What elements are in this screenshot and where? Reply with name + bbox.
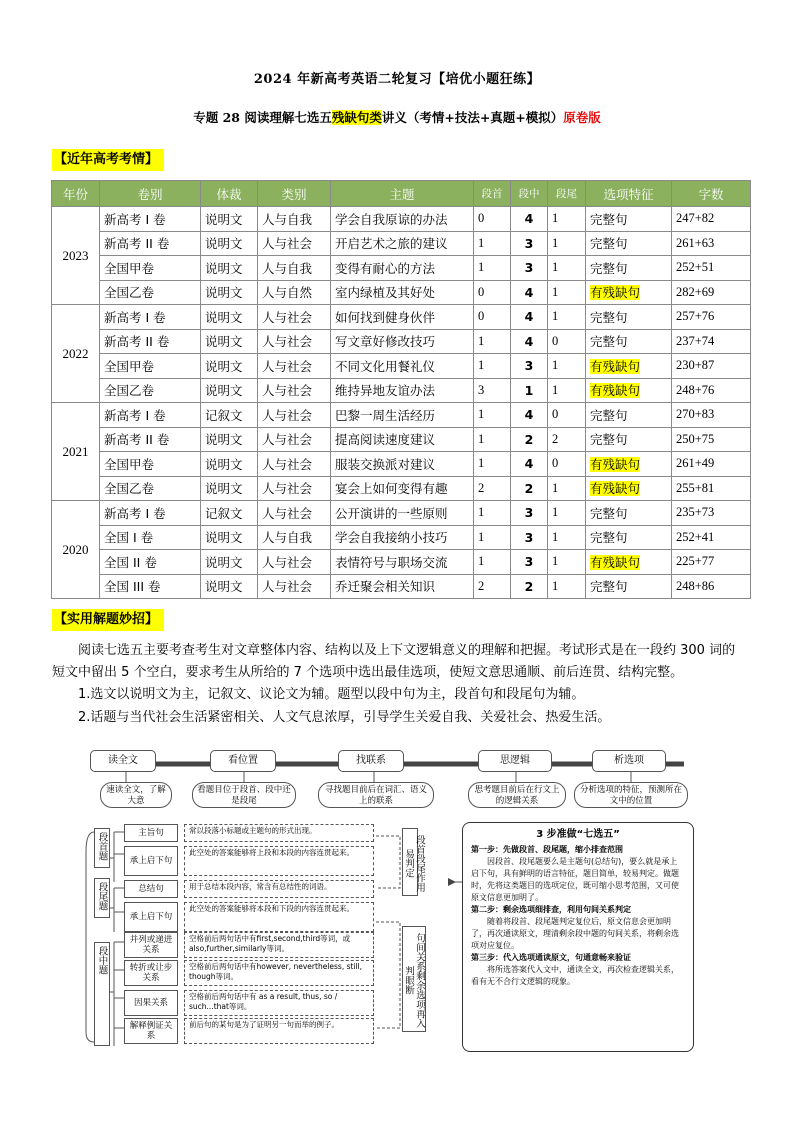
end-count-cell: 1 [548,378,586,403]
word-count-cell: 261+49 [672,452,751,477]
table-row [52,231,751,256]
word-count-cell: 252+51 [672,256,751,281]
table-row [52,574,751,599]
mid-count-cell: 3 [511,550,548,575]
start-count-cell: 3 [474,378,511,403]
step-note-4 [574,782,688,808]
word-count-cell: 237+74 [672,329,751,354]
role-note-2 [184,880,374,898]
role-note-4-text: 空格前后两句话中有first,second,third等词，或also,further,similarly等词。 [189,934,351,953]
feature-highlight: 有残缺句 [590,358,641,374]
table-row [52,329,751,354]
feature-cell: 完整句 [586,403,672,428]
start-count-cell: 1 [474,403,511,428]
three-step-panel [462,822,694,1052]
col-topic: 主题 [331,181,474,207]
feature-cell [586,354,672,379]
genre-cell: 说明文 [201,476,258,501]
col-mid: 段中 [511,181,548,207]
step-2-body: 随着将段首、段尾题判定复位后，原文信息会更加明了，再次通读原文，理清剩余段中题的句间关系，将剩余选项对应复位。 [471,917,679,950]
mid-count-cell: 4 [511,207,548,232]
subtitle-prefix: 专题 28 阅读理解七选五 [193,110,332,125]
role-4-text: 并列或递进关系 [129,935,173,955]
role-note-5-text: 空格前后两句话中有however, nevertheless, still, though等词。 [189,962,363,981]
step-label-3-text: 思逻辑 [500,755,530,766]
role-7 [124,1018,178,1044]
topic-cell: 不同文化用餐礼仪 [331,354,474,379]
step-1-body: 因段首、段尾题要么是主题句(总结句)，要么就是承上启下句，具有鲜明的语言特征，题目简单，较易判定。做题时，先将这类题目的选项定位，既可缩小思考范围，又可使原文信息更加明了。 [471,857,679,902]
feature-cell: 完整句 [586,231,672,256]
step-3-body: 将所选答案代入文中，通读全文，再次检查逻辑关系，看有无不合行文逻辑的现象。 [471,965,679,986]
step-label-2-text: 找联系 [356,755,386,766]
end-count-cell: 0 [548,452,586,477]
genre-cell: 说明文 [201,280,258,305]
role-5-text: 转折或让步关系 [129,963,173,983]
role-note-3 [184,902,374,932]
start-count-cell: 0 [474,280,511,305]
document-subtitle [0,108,794,126]
category-cell: 人与社会 [258,574,331,599]
paper-cell: 新高考 I 卷 [100,305,201,330]
end-count-cell: 1 [548,256,586,281]
category-cell: 人与自我 [258,525,331,550]
year-cell: 2021 [52,403,100,501]
side-box-0-text: 段首段尾作用易判定 [403,834,425,892]
feature-cell: 完整句 [586,501,672,526]
role-6 [124,990,178,1016]
table-row [52,305,751,330]
paper-cell: 全国 I 卷 [100,525,201,550]
category-cell: 人与社会 [258,550,331,575]
col-category: 类别 [258,181,331,207]
document-title: 2024 年新高考英语二轮复习【培优小题狂练】 [253,72,541,87]
col-year: 年份 [52,181,100,207]
topic-cell: 开启艺术之旅的建议 [331,231,474,256]
paper-cell: 新高考 I 卷 [100,403,201,428]
step-label-2 [338,750,404,772]
category-cell: 人与社会 [258,231,331,256]
table-row [52,476,751,501]
col-genre: 体裁 [201,181,258,207]
category-cell: 人与社会 [258,329,331,354]
role-0-text: 主旨句 [138,828,164,838]
paper-cell: 全国甲卷 [100,256,201,281]
table-row [52,256,751,281]
point-1 [52,684,746,706]
paper-cell: 全国甲卷 [100,452,201,477]
mid-count-cell: 3 [511,501,548,526]
col-paper: 卷别 [100,181,201,207]
paper-cell: 全国乙卷 [100,476,201,501]
feature-cell: 完整句 [586,427,672,452]
genre-cell: 说明文 [201,378,258,403]
side-box-1 [402,926,426,1032]
paper-cell: 全国乙卷 [100,378,201,403]
paper-cell: 新高考 II 卷 [100,329,201,354]
category-cell: 人与社会 [258,354,331,379]
mid-count-cell: 1 [511,378,548,403]
feature-cell: 完整句 [586,256,672,281]
position-0 [94,828,110,868]
table-row [52,378,751,403]
feature-cell: 完整句 [586,574,672,599]
role-2-text: 总结句 [138,884,164,894]
feature-highlight: 有残缺句 [590,383,641,399]
start-count-cell: 1 [474,501,511,526]
word-count-cell: 252+41 [672,525,751,550]
feature-cell: 完整句 [586,305,672,330]
word-count-cell: 235+73 [672,501,751,526]
word-count-cell: 247+82 [672,207,751,232]
table-row [52,280,751,305]
genre-cell: 说明文 [201,256,258,281]
mid-count-cell: 4 [511,280,548,305]
side-box-1-text: 句间关系剩余选项再入判眼断 [403,932,425,1028]
step-label-4-text: 析选项 [614,755,644,766]
mid-count-cell: 3 [511,231,548,256]
role-3-text: 承上启下句 [129,912,173,922]
start-count-cell: 1 [474,427,511,452]
role-0 [124,824,178,842]
mid-count-cell: 2 [511,476,548,501]
end-count-cell: 1 [548,354,586,379]
feature-highlight: 有残缺句 [590,481,641,497]
word-count-cell: 257+76 [672,305,751,330]
step-note-3-text: 思考题目前后在行文上的逻辑关系 [474,785,560,806]
edition-label: 原卷版 [563,110,601,125]
exam-analysis-table [51,180,751,599]
end-count-cell: 1 [548,305,586,330]
col-feature: 选项特征 [586,181,672,207]
role-note-7 [184,1018,374,1044]
step-2-heading: 第二步：剩余选项细排查，利用句间关系判定 [471,905,631,914]
word-count-cell: 248+86 [672,574,751,599]
genre-cell: 说明文 [201,452,258,477]
role-note-7-text: 前后句的某句是为了证明另一句而举的例子。 [189,1020,339,1029]
paper-cell: 全国 II 卷 [100,550,201,575]
table-row [52,452,751,477]
role-note-6-text: 空格前后两句话中有 as a result, thus, so / such...that等词。 [189,992,338,1011]
start-count-cell: 2 [474,476,511,501]
topic-cell: 服装交换派对建议 [331,452,474,477]
panel-title: 3 步准做“七选五” [536,829,620,840]
category-cell: 人与社会 [258,427,331,452]
position-2 [94,942,110,1046]
genre-cell: 说明文 [201,525,258,550]
role-note-6 [184,990,374,1016]
step-label-1-text: 看位置 [228,755,258,766]
intro-paragraph [52,640,746,684]
paper-cell: 全国 III 卷 [100,574,201,599]
feature-cell: 完整句 [586,329,672,354]
word-count-cell: 282+69 [672,280,751,305]
end-count-cell: 1 [548,231,586,256]
mid-count-cell: 4 [511,452,548,477]
year-cell: 2023 [52,207,100,305]
end-count-cell: 1 [548,207,586,232]
start-count-cell: 2 [474,574,511,599]
end-count-cell: 1 [548,476,586,501]
step-note-0 [100,782,172,808]
col-words: 字数 [672,181,751,207]
topic-cell: 乔迁聚会相关知识 [331,574,474,599]
mid-count-cell: 3 [511,256,548,281]
role-note-4 [184,932,374,958]
step-label-3 [478,750,552,772]
start-count-cell: 1 [474,525,511,550]
end-count-cell: 2 [548,427,586,452]
category-cell: 人与自我 [258,207,331,232]
genre-cell: 说明文 [201,305,258,330]
topic-cell: 如何找到健身伙伴 [331,305,474,330]
start-count-cell: 1 [474,550,511,575]
step-label-0 [90,750,156,772]
point-2 [52,707,746,729]
genre-cell: 说明文 [201,550,258,575]
position-1 [94,878,110,918]
table-row [52,427,751,452]
topic-cell: 室内绿植及其好处 [331,280,474,305]
table-row [52,525,751,550]
feature-cell [586,452,672,477]
point-1-text: 1.选文以说明文为主，记叙文、议论文为辅。题型以段中句为主，段首句和段尾句为辅。 [78,687,585,702]
genre-cell: 说明文 [201,207,258,232]
start-count-cell: 1 [474,329,511,354]
role-4 [124,932,178,958]
category-cell: 人与自然 [258,280,331,305]
role-note-3-text: 此空处的答案能够将本段和下段的内容连贯起来。 [189,904,354,913]
table-row [52,354,751,379]
role-7-text: 解释例证关系 [129,1021,173,1041]
role-1-text: 承上启下句 [129,856,173,866]
role-note-1 [184,846,374,876]
category-cell: 人与社会 [258,501,331,526]
feature-cell: 完整句 [586,525,672,550]
end-count-cell: 1 [548,550,586,575]
feature-cell [586,476,672,501]
feature-highlight: 有残缺句 [590,285,641,301]
year-cell: 2022 [52,305,100,403]
step-note-4-text: 分析选项的特征，预测所在文中的位置 [579,785,682,806]
side-box-0 [402,828,425,896]
genre-cell: 说明文 [201,427,258,452]
genre-cell: 说明文 [201,231,258,256]
table-row [52,550,751,575]
subtitle-highlight: 残缺句类 [331,110,382,125]
end-count-cell: 1 [548,501,586,526]
role-note-1-text: 此空处的答案能够将上段和本段的内容连贯起来。 [189,848,354,857]
feature-cell [586,280,672,305]
topic-cell: 宴会上如何变得有趣 [331,476,474,501]
step-note-0-text: 速读全文，了解大意 [106,785,166,806]
position-0-text: 段首题 [96,832,108,861]
paper-cell: 新高考 II 卷 [100,231,201,256]
category-cell: 人与社会 [258,378,331,403]
strategy-diagram [80,742,696,1060]
table-header-row [52,181,751,207]
topic-cell: 巴黎一周生活经历 [331,403,474,428]
role-6-text: 因果关系 [133,998,168,1008]
mid-count-cell: 4 [511,305,548,330]
paper-cell: 新高考 I 卷 [100,207,201,232]
step-note-1 [192,782,296,808]
mid-count-cell: 3 [511,354,548,379]
section-exam-review: 【近年高考考情】 [52,149,164,171]
feature-cell [586,550,672,575]
mid-count-cell: 4 [511,329,548,354]
genre-cell: 记叙文 [201,501,258,526]
role-note-2-text: 用于总结本段内容，常含有总结性的词语。 [189,882,332,891]
step-note-2-text: 寻找题目前后在词汇、语义上的联系 [324,785,427,806]
topic-cell: 表情符号与职场交流 [331,550,474,575]
topic-cell: 学会自我原谅的办法 [331,207,474,232]
paper-cell: 新高考 II 卷 [100,427,201,452]
mid-count-cell: 4 [511,403,548,428]
word-count-cell: 225+77 [672,550,751,575]
category-cell: 人与自我 [258,256,331,281]
step-3-heading: 第三步：代入选项通读原文，句通意畅来验证 [471,953,631,962]
intro-text: 阅读七选五主要考查考生对文章整体内容、结构以及上下文逻辑意义的理解和把握。考试形式是在一段约 300 词的短文中留出 5 个空白，要求考生从所给的 7 个选项中选出最佳选项，使短文意思通顺、前后连贯、结构完整。 [52,643,736,680]
paper-cell: 新高考 I 卷 [100,501,201,526]
role-note-5 [184,960,374,986]
step-label-0-text: 读全文 [108,755,138,766]
start-count-cell: 0 [474,305,511,330]
end-count-cell: 1 [548,280,586,305]
topic-cell: 维持异地友谊办法 [331,378,474,403]
word-count-cell: 270+83 [672,403,751,428]
word-count-cell: 250+75 [672,427,751,452]
table-row [52,501,751,526]
topic-cell: 学会自我接纳小技巧 [331,525,474,550]
role-note-0-text: 常以段落小标题或主题句的形式出现。 [189,826,317,835]
topic-cell: 公开演讲的一些原则 [331,501,474,526]
col-end: 段尾 [548,181,586,207]
step-1-heading: 第一步：先做段首、段尾题，缩小排查范围 [471,845,623,854]
position-2-text: 段中题 [96,946,108,975]
role-1 [124,846,178,876]
feature-highlight: 有残缺句 [590,554,641,570]
role-5 [124,960,178,986]
topic-cell: 写文章好修改技巧 [331,329,474,354]
role-note-0 [184,824,374,842]
table-row [52,207,751,232]
mid-count-cell: 2 [511,427,548,452]
end-count-cell: 0 [548,403,586,428]
category-cell: 人与社会 [258,403,331,428]
genre-cell: 说明文 [201,354,258,379]
position-1-text: 段尾题 [96,882,108,911]
start-count-cell: 1 [474,354,511,379]
subtitle-suffix: 讲义（考情+技法+真题+模拟） [381,110,564,125]
start-count-cell: 1 [474,231,511,256]
genre-cell: 说明文 [201,329,258,354]
start-count-cell: 0 [474,207,511,232]
word-count-cell: 255+81 [672,476,751,501]
mid-count-cell: 2 [511,574,548,599]
end-count-cell: 0 [548,329,586,354]
word-count-cell: 261+63 [672,231,751,256]
end-count-cell: 1 [548,525,586,550]
category-cell: 人与社会 [258,305,331,330]
topic-cell: 变得有耐心的方法 [331,256,474,281]
mid-count-cell: 3 [511,525,548,550]
step-note-1-text: 看题目位于段首、段中还是段尾 [197,785,291,806]
genre-cell: 记叙文 [201,403,258,428]
step-label-1 [210,750,276,772]
col-start: 段首 [474,181,511,207]
feature-highlight: 有残缺句 [590,456,641,472]
word-count-cell: 230+87 [672,354,751,379]
genre-cell: 说明文 [201,574,258,599]
role-2 [124,880,178,898]
category-cell: 人与社会 [258,476,331,501]
section-technique: 【实用解题妙招】 [52,609,164,631]
start-count-cell: 1 [474,256,511,281]
paper-cell: 全国乙卷 [100,280,201,305]
step-note-3 [468,782,566,808]
feature-cell: 完整句 [586,207,672,232]
role-3 [124,902,178,932]
step-label-4 [592,750,666,772]
start-count-cell: 1 [474,452,511,477]
end-count-cell: 1 [548,574,586,599]
feature-cell [586,378,672,403]
category-cell: 人与社会 [258,452,331,477]
topic-cell: 提高阅读速度建议 [331,427,474,452]
word-count-cell: 248+76 [672,378,751,403]
paper-cell: 全国甲卷 [100,354,201,379]
step-note-2 [318,782,434,808]
point-2-text: 2.话题与当代社会生活紧密相关、人文气息浓厚，引导学生关爱自我、关爱社会、热爱生活。 [78,710,611,725]
year-cell: 2020 [52,501,100,599]
table-row [52,403,751,428]
